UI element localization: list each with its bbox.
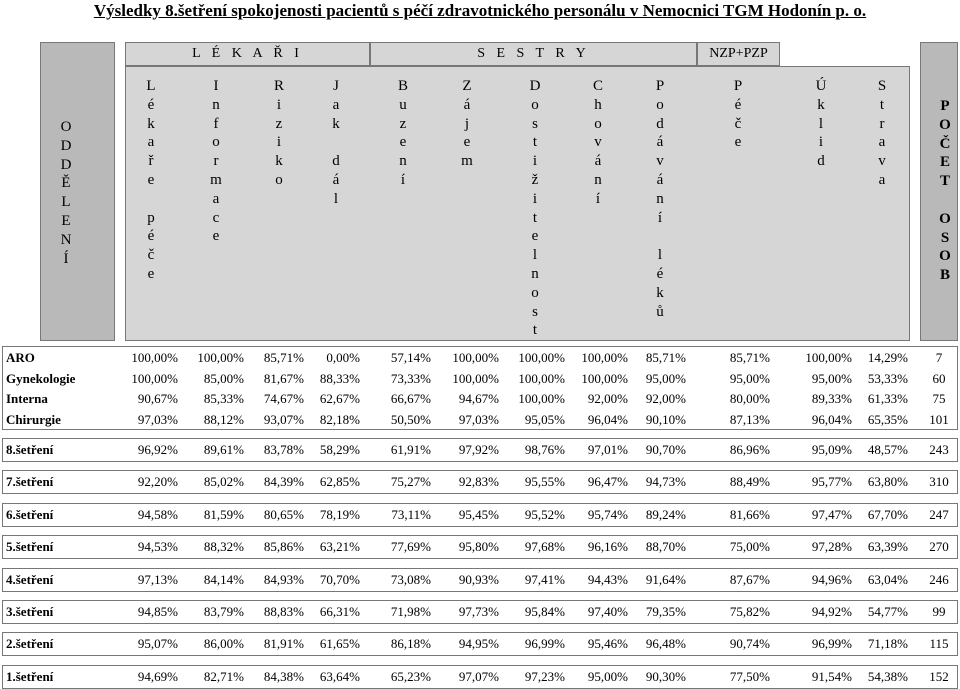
criteria-header	[125, 66, 910, 341]
department-row-4-value-3: 93,07%	[263, 411, 304, 427]
survey-row-2-value-12: 63,80%	[867, 474, 908, 490]
department-row-3-value-1: 90,67%	[137, 391, 178, 406]
survey-row-2-value-9: 94,73%	[645, 474, 686, 490]
survey-row-4-label: 5.šetření	[6, 539, 54, 555]
survey-row-2-value-1: 92,20%	[137, 474, 178, 490]
department-row-2-value-1: 100,00%	[131, 370, 178, 386]
department-row-1-value-8: 100,00%	[581, 350, 628, 365]
department-row-4-value-11: 96,04%	[811, 411, 852, 427]
department-row-4-value-8: 96,04%	[587, 411, 628, 427]
survey-row-5-value-6: 90,93%	[458, 571, 499, 587]
department-row-4-value-10: 87,13%	[729, 411, 770, 427]
department-row-3-count: 75	[932, 391, 946, 406]
survey-row-1-value-3: 83,78%	[263, 442, 304, 457]
survey-row-7-value-6: 94,95%	[458, 636, 499, 652]
department-row-3-value-2: 85,33%	[203, 391, 244, 406]
department-row-2-value-7: 100,00%	[518, 370, 565, 386]
header-col-5: B u z e n í	[397, 78, 408, 188]
survey-row-5-count: 246	[929, 571, 949, 587]
survey-row-3-value-12: 67,70%	[867, 506, 908, 522]
survey-row-2-value-5: 75,27%	[390, 474, 431, 490]
survey-row-4-value-3: 85,86%	[263, 539, 304, 555]
survey-row-3-value-3: 80,65%	[263, 506, 304, 522]
survey-row-8-value-8: 95,00%	[587, 668, 628, 684]
survey-row-3-value-6: 95,45%	[458, 506, 499, 522]
survey-row-5-value-12: 63,04%	[867, 571, 908, 587]
header-col-7: D o s t i ž i t e l n o s t	[529, 78, 541, 339]
survey-row-6-value-9: 79,35%	[645, 604, 686, 619]
survey-row-3-value-7: 95,52%	[524, 506, 565, 522]
survey-row-5-value-9: 91,64%	[645, 571, 686, 587]
header-col-1: L é k a ř e p é č e	[146, 78, 156, 282]
survey-row-5-value-7: 97,41%	[524, 571, 565, 587]
department-row-3-value-8: 92,00%	[587, 391, 628, 406]
survey-row-4-value-2: 88,32%	[203, 539, 244, 555]
survey-row-8-value-7: 97,23%	[524, 668, 565, 684]
survey-row-4-value-7: 97,68%	[524, 539, 565, 555]
department-row-1-value-7: 100,00%	[518, 350, 565, 365]
department-row-4-value-7: 95,05%	[524, 411, 565, 427]
survey-row-2-value-4: 62,85%	[319, 474, 360, 490]
survey-row-4-value-4: 63,21%	[319, 539, 360, 555]
survey-row-6-label: 3.šetření	[6, 604, 54, 619]
survey-row-1-value-10: 86,96%	[729, 442, 770, 457]
survey-row-1-value-11: 95,09%	[811, 442, 852, 457]
survey-row-1-value-5: 61,91%	[390, 442, 431, 457]
survey-row-8-value-6: 97,07%	[458, 668, 499, 684]
survey-row-2-value-11: 95,77%	[811, 474, 852, 490]
department-row-2-value-9: 95,00%	[645, 370, 686, 386]
survey-row-1-value-4: 58,29%	[319, 442, 360, 457]
department-row-2-value-12: 53,33%	[867, 370, 908, 386]
header-col-2: I n f o r m a c e	[210, 78, 222, 245]
survey-row-2-value-8: 96,47%	[587, 474, 628, 490]
department-row-1-value-4: 0,00%	[326, 350, 360, 365]
survey-row-4-count: 270	[929, 539, 949, 555]
header-col-8: C h o v á n í	[592, 78, 603, 207]
group-sestry: S E S T R Y	[370, 42, 697, 66]
survey-row-6-value-10: 75,82%	[729, 604, 770, 619]
survey-row-1-count: 243	[929, 442, 949, 457]
survey-row-3-value-2: 81,59%	[203, 506, 244, 522]
department-row-3-value-12: 61,33%	[867, 391, 908, 406]
survey-row-8-label: 1.šetření	[6, 668, 54, 684]
survey-row-7-value-9: 96,48%	[645, 636, 686, 652]
department-row-1-count: 7	[935, 350, 943, 365]
department-row-1-value-3: 85,71%	[263, 350, 304, 365]
survey-row-7-label: 2.šetření	[6, 636, 54, 652]
survey-row-1-value-6: 97,92%	[458, 442, 499, 457]
department-row-4-value-4: 82,18%	[319, 411, 360, 427]
department-row-1-value-9: 85,71%	[645, 350, 686, 365]
header-col-10: P é č e	[733, 78, 743, 151]
department-row-4-value-5: 50,50%	[390, 411, 431, 427]
survey-row-5-value-2: 84,14%	[203, 571, 244, 587]
survey-row-7-value-11: 96,99%	[811, 636, 852, 652]
survey-row-3-value-1: 94,58%	[137, 506, 178, 522]
survey-row-8-value-1: 94,69%	[137, 668, 178, 684]
survey-row-7-value-4: 61,65%	[319, 636, 360, 652]
department-row-2-value-6: 100,00%	[452, 370, 499, 386]
department-row-3-value-10: 80,00%	[729, 391, 770, 406]
survey-row-1-value-12: 48,57%	[867, 442, 908, 457]
header-col-6: Z á j e m	[461, 78, 473, 170]
department-row-2-value-2: 85,00%	[203, 370, 244, 386]
department-row-1-value-2: 100,00%	[197, 350, 244, 365]
department-row-2-value-10: 95,00%	[729, 370, 770, 386]
survey-row-5-label: 4.šetření	[6, 571, 54, 587]
department-row-2-value-8: 100,00%	[581, 370, 628, 386]
survey-row-7-value-8: 95,46%	[587, 636, 628, 652]
survey-row-6-value-12: 54,77%	[867, 604, 908, 619]
department-row-4-label: Chirurgie	[6, 411, 61, 427]
header-pocet-osob: P O Č E T O S O B	[939, 98, 951, 284]
department-row-1-value-12: 14,29%	[867, 350, 908, 365]
survey-row-7-value-10: 90,74%	[729, 636, 770, 652]
survey-row-2-label: 7.šetření	[6, 474, 54, 490]
survey-row-6-value-4: 66,31%	[319, 604, 360, 619]
department-row-1-value-6: 100,00%	[452, 350, 499, 365]
department-row-2-value-4: 88,33%	[319, 370, 360, 386]
survey-row-2-value-10: 88,49%	[729, 474, 770, 490]
survey-row-1-value-2: 89,61%	[203, 442, 244, 457]
survey-row-7-value-5: 86,18%	[390, 636, 431, 652]
survey-row-7-value-7: 96,99%	[524, 636, 565, 652]
survey-row-8-value-10: 77,50%	[729, 668, 770, 684]
department-row-3-value-9: 92,00%	[645, 391, 686, 406]
survey-row-2-count: 310	[929, 474, 949, 490]
survey-row-4-value-8: 96,16%	[587, 539, 628, 555]
department-row-2-label: Gynekologie	[6, 370, 76, 386]
survey-row-1-value-7: 98,76%	[524, 442, 565, 457]
department-row-2-value-5: 73,33%	[390, 370, 431, 386]
survey-row-1-label: 8.šetření	[6, 442, 54, 457]
header-col-9: P o d á v á n í l é k ů	[655, 78, 665, 320]
group-lekari: L É K A Ř I	[125, 42, 370, 66]
department-row-1-value-10: 85,71%	[729, 350, 770, 365]
survey-row-8-count: 152	[929, 668, 949, 684]
survey-row-4-value-10: 75,00%	[729, 539, 770, 555]
header-col-11: Ú k l i d	[815, 78, 827, 170]
department-row-2-value-3: 81,67%	[263, 370, 304, 386]
department-row-2-count: 60	[932, 370, 946, 386]
department-row-4-value-6: 97,03%	[458, 411, 499, 427]
department-row-3-value-7: 100,00%	[518, 391, 565, 406]
survey-row-3-value-11: 97,47%	[811, 506, 852, 522]
department-row-3-value-11: 89,33%	[811, 391, 852, 406]
survey-row-5-value-5: 73,08%	[390, 571, 431, 587]
header-oddeleni: O D D Ě L E N Í	[60, 119, 72, 267]
department-row-4-count: 101	[929, 411, 949, 427]
survey-row-3-value-5: 73,11%	[391, 506, 431, 522]
survey-row-4-value-5: 77,69%	[390, 539, 431, 555]
survey-row-8-value-2: 82,71%	[203, 668, 244, 684]
department-row-1-value-11: 100,00%	[805, 350, 852, 365]
survey-row-6-value-6: 97,73%	[458, 604, 499, 619]
survey-row-5-value-1: 97,13%	[137, 571, 178, 587]
survey-row-2-value-6: 92,83%	[458, 474, 499, 490]
survey-row-5-value-4: 70,70%	[319, 571, 360, 587]
survey-row-7-value-12: 71,18%	[867, 636, 908, 652]
survey-row-8-value-9: 90,30%	[645, 668, 686, 684]
department-header	[40, 42, 115, 341]
survey-row-4-value-12: 63,39%	[867, 539, 908, 555]
survey-row-8-value-4: 63,64%	[319, 668, 360, 684]
survey-row-6-value-8: 97,40%	[587, 604, 628, 619]
survey-row-7-value-1: 95,07%	[137, 636, 178, 652]
department-row-1-value-1: 100,00%	[131, 350, 178, 365]
department-row-3-value-6: 94,67%	[458, 391, 499, 406]
survey-row-4-value-9: 88,70%	[645, 539, 686, 555]
department-row-3-value-3: 74,67%	[263, 391, 304, 406]
survey-row-6-value-1: 94,85%	[137, 604, 178, 619]
survey-row-8-value-11: 91,54%	[811, 668, 852, 684]
group-nzp: NZP+PZP	[697, 42, 780, 66]
survey-row-3-label: 6.šetření	[6, 506, 54, 522]
survey-row-2-value-2: 85,02%	[203, 474, 244, 490]
survey-row-4-value-1: 94,53%	[137, 539, 178, 555]
survey-row-3-value-4: 78,19%	[319, 506, 360, 522]
department-row-2-value-11: 95,00%	[811, 370, 852, 386]
survey-row-8-value-3: 84,38%	[263, 668, 304, 684]
survey-row-1-value-1: 96,92%	[137, 442, 178, 457]
survey-row-6-value-3: 88,83%	[263, 604, 304, 619]
survey-row-6-value-5: 71,98%	[390, 604, 431, 619]
survey-row-3-value-8: 95,74%	[587, 506, 628, 522]
survey-row-5-value-10: 87,67%	[729, 571, 770, 587]
survey-row-7-count: 115	[929, 636, 949, 652]
survey-row-2-value-3: 84,39%	[263, 474, 304, 490]
department-row-4-value-9: 90,10%	[645, 411, 686, 427]
survey-row-6-value-2: 83,79%	[203, 604, 244, 619]
survey-row-8-value-12: 54,38%	[867, 668, 908, 684]
header-col-12: S t r a v a	[877, 78, 887, 188]
survey-row-5-value-3: 84,93%	[263, 571, 304, 587]
survey-row-6-count: 99	[932, 604, 946, 619]
department-row-3-label: Interna	[6, 391, 48, 406]
page-title: Výsledky 8.šetření spokojenosti pacientů s péčí zdravotnického personálu v Nemocnici TGM Hodonín p. o.	[93, 1, 867, 20]
survey-row-3-value-10: 81,66%	[729, 506, 770, 522]
department-row-1-value-5: 57,14%	[390, 350, 431, 365]
department-row-4-value-12: 65,35%	[867, 411, 908, 427]
department-row-4-value-2: 88,12%	[203, 411, 244, 427]
department-row-3-value-5: 66,67%	[390, 391, 431, 406]
survey-row-6-value-7: 95,84%	[524, 604, 565, 619]
survey-row-1-value-9: 90,70%	[645, 442, 686, 457]
survey-row-4-value-6: 95,80%	[458, 539, 499, 555]
department-row-3-value-4: 62,67%	[319, 391, 360, 406]
survey-row-7-value-3: 81,91%	[263, 636, 304, 652]
department-row-1-label: ARO	[6, 350, 35, 365]
survey-row-7-value-2: 86,00%	[203, 636, 244, 652]
header-col-4: J a k d á l	[332, 78, 340, 207]
department-row-4-value-1: 97,03%	[137, 411, 178, 427]
survey-row-3-count: 247	[929, 506, 949, 522]
survey-row-5-value-8: 94,43%	[587, 571, 628, 587]
survey-row-4-value-11: 97,28%	[811, 539, 852, 555]
survey-row-2-value-7: 95,55%	[524, 474, 565, 490]
survey-row-8-value-5: 65,23%	[390, 668, 431, 684]
survey-row-3-value-9: 89,24%	[645, 506, 686, 522]
survey-row-1-value-8: 97,01%	[587, 442, 628, 457]
header-col-3: R i z i k o	[273, 78, 284, 188]
survey-row-6-value-11: 94,92%	[811, 604, 852, 619]
survey-row-5-value-11: 94,96%	[811, 571, 852, 587]
